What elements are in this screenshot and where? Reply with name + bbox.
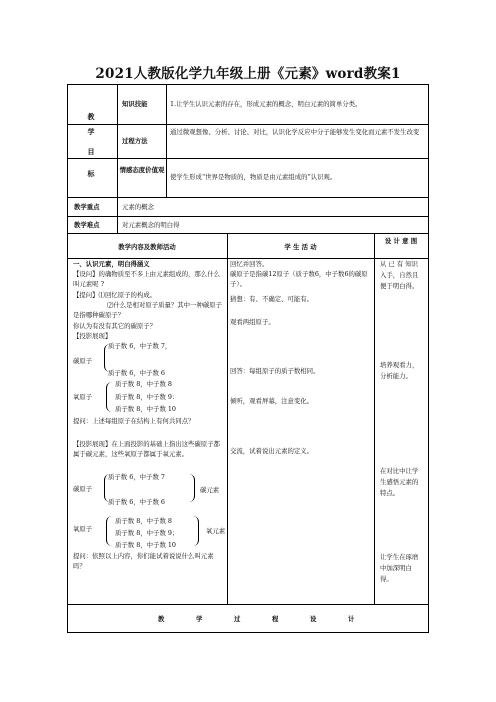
footer-char: 设 xyxy=(310,615,317,623)
teacher-prompt-1: 【提问】⑴回忆原子的构成。 xyxy=(73,291,157,299)
objectives-char-3: 目 xyxy=(87,147,95,156)
student-activity-7: 交流，试着说出元素的定义。 xyxy=(230,447,314,455)
oxygen-row: 质子数 8，中子数 8 xyxy=(115,380,172,388)
student-activity-4: 观看两组原子。 xyxy=(230,318,275,326)
carbon-atom-label: 碳原子 xyxy=(73,357,93,365)
attitude-values-label: 情感态度价值观 xyxy=(119,166,165,174)
student-activity-5: 回答：每组原子的质子数相同。 xyxy=(230,367,320,375)
teacher-projection-2: 【投影展现】在上面投影的基础上指出这些碳原子都属于碳元素，这些氧原子都属于氧元素。 xyxy=(73,440,220,458)
carbon-row: 质子数 6，中子数 7， xyxy=(108,342,172,350)
student-activity-6: 倾听，观看屏幕，注意变化。 xyxy=(230,397,314,405)
design-intent-2: 培养观看力，分析能力。 xyxy=(380,361,419,380)
oxygen-row: 质子数 8，中子数 10 xyxy=(115,405,176,413)
teacher-prompt-3: 你认为有没有其它的碳原子？ xyxy=(73,322,157,330)
footer-char: 学 xyxy=(196,615,203,623)
oxygen-row: 质子数 8，中子数 10 xyxy=(115,541,176,549)
design-intent-header: 设 计 意 图 xyxy=(384,237,418,245)
carbon-row: 质子数 6，中子数 6 xyxy=(108,369,165,377)
oxygen-row: 质子数 8，中子数 9； xyxy=(115,529,179,537)
row-divider xyxy=(67,197,429,198)
brace xyxy=(106,516,113,546)
brace xyxy=(188,474,195,502)
design-intent-1: 从 已 有 知识入手，自然且便于明白得。 xyxy=(380,260,419,290)
carbon-row: 质子数 6，中子数 6 xyxy=(108,498,165,506)
brace xyxy=(106,382,113,412)
document-title: 2021人教版化学九年级上册《元素》word教案1 xyxy=(95,66,401,82)
attitude-values-text: 使学生形成“世界是物质的，物质是由元素组成的”认识观。 xyxy=(170,173,337,181)
oxygen-atom-label: 氧原子 xyxy=(73,525,93,533)
carbon-row: 质子数 6，中子数 7 xyxy=(108,473,165,481)
knowledge-skill-text: 1.让学生认识元素的存在，形成元素的概念，明白元素的简单分类。 xyxy=(170,100,362,108)
footer-char: 教 xyxy=(158,615,165,623)
knowledge-skill-label: 知识技能 xyxy=(122,100,148,108)
row-divider xyxy=(67,604,429,605)
difficulty-text: 对元素概念的明白得 xyxy=(122,221,180,229)
process-method-text: 通过微观想像、分析、讨论、对比，认识化学反应中分子能够发生变化而元素不发生改变 xyxy=(170,128,420,136)
carbon-element-label: 碳元素 xyxy=(200,486,220,494)
student-activity-3: 猜想：有、不确定、可能有。 xyxy=(230,295,314,303)
teacher-question-3: 提问：依照以上内容，你们能试着说说什么叫元素吗？ xyxy=(73,552,214,570)
row-divider xyxy=(67,124,429,125)
student-activity-2: 碳原子是指碳12原子（质子数6，中子数6的碳原子）。 xyxy=(230,270,368,288)
objectives-char-1: 教 xyxy=(87,112,95,121)
carbon-atom-label: 碳原子 xyxy=(73,485,93,493)
oxygen-atom-label: 氧原子 xyxy=(73,393,93,401)
teacher-projection-1: 【投影展现】 xyxy=(73,332,112,340)
student-activity-header: 学 生 活 动 xyxy=(284,243,317,251)
key-point-text: 元素的概念 xyxy=(122,203,154,211)
row-divider xyxy=(67,158,429,159)
key-point-label: 教学重点 xyxy=(74,203,100,211)
oxygen-element-label: 氧元素 xyxy=(206,527,226,535)
difficulty-label: 教学难点 xyxy=(74,221,100,229)
column-divider xyxy=(117,84,118,197)
footer-char: 程 xyxy=(272,615,279,623)
teacher-prompt-2: ⑵什么是相对原子质量？其中一种碳原子是指哪种碳原子？ xyxy=(73,301,223,319)
footer-char: 过 xyxy=(234,615,241,623)
teacher-activity-header: 教学内容及教师活动 xyxy=(118,243,176,251)
design-intent-4: 让学生在琢磨中加深明白得。 xyxy=(380,553,419,583)
column-divider xyxy=(166,84,167,197)
column-divider xyxy=(227,233,228,604)
brace xyxy=(192,516,199,546)
objectives-char-4: 标 xyxy=(87,169,95,178)
column-divider xyxy=(374,233,375,604)
teacher-question-2: 提问：上述每组原子在结构上有何共同点？ xyxy=(73,417,195,425)
section-title: 一、认识元素，明白得涵义 xyxy=(73,260,150,268)
teacher-question-1: 【设问】的确物质至不多上由元素组成的，那么什么叫元素呢 ? xyxy=(73,270,220,288)
oxygen-row: 质子数 8，中子数 8 xyxy=(115,517,172,525)
process-method-label: 过程方法 xyxy=(122,137,148,145)
design-intent-3: 在对比中让学生感悟元素的特点。 xyxy=(380,467,419,497)
student-activity-1: 回忆并回答。 xyxy=(230,260,269,268)
objectives-char-2: 学 xyxy=(87,127,95,136)
row-divider xyxy=(67,216,429,217)
column-divider xyxy=(117,197,118,233)
footer-char: 计 xyxy=(348,615,355,623)
oxygen-row: 质子数 8，中子数 9： xyxy=(115,393,179,401)
